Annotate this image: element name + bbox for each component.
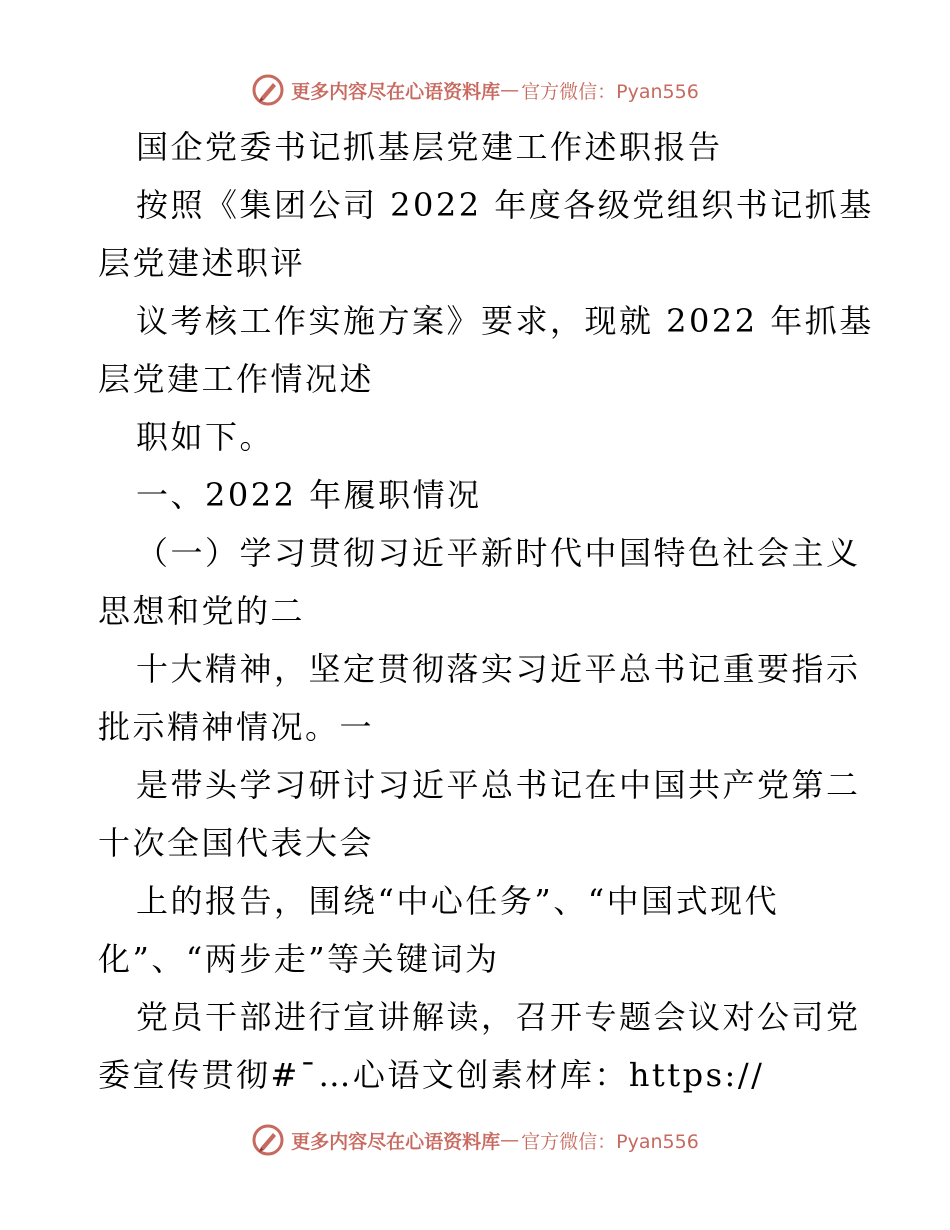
paragraph-line: 党员干部进行宣讲解读，召开专题会议对公司党 [136, 998, 861, 1036]
paragraph-line: 层党建工作情况述 [98, 360, 375, 398]
pen-logo-icon [251, 73, 285, 107]
paragraph-line: 委宣传贯彻#¯…心语文创素材库：https:// [98, 1056, 765, 1094]
paragraph-line: 是带头学习研讨习近平总书记在中国共产党第二 [136, 766, 861, 804]
paragraph-line: 思想和党的二 [98, 592, 306, 630]
watermark-wechat-text: 官方微信：Pyan556 [521, 1130, 699, 1153]
watermark-wechat-text: 官方微信：Pyan556 [521, 80, 699, 103]
footer-watermark [0, 1118, 950, 1162]
document-title: 国企党委书记抓基层党建工作述职报告 [136, 128, 723, 166]
watermark-main-text: 更多内容尽在心语资料库 [291, 1130, 501, 1153]
paragraph-line: 十次全国代表大会 [98, 824, 375, 862]
paragraph-line: 职如下。 [136, 418, 275, 456]
paragraph-line: 议考核工作实施方案》要求，现就 2022 年抓基 [136, 302, 874, 340]
header-watermark [0, 68, 950, 112]
watermark-main-text: 更多内容尽在心语资料库 [291, 80, 501, 103]
paragraph-line: 层党建述职评 [98, 244, 306, 282]
document-body [98, 118, 874, 1104]
pen-logo-icon [251, 1123, 285, 1157]
paragraph-line: 化”、“两步走”等关键词为 [98, 940, 500, 978]
paragraph-line: 按照《集团公司 2022 年度各级党组织书记抓基 [136, 186, 874, 224]
subsection-heading: （一）学习贯彻习近平新时代中国特色社会主义 [136, 534, 861, 572]
section-heading: 一、2022 年履职情况 [136, 476, 482, 514]
watermark-dash: — [500, 79, 520, 101]
paragraph-line: 批示精神情况。一 [98, 708, 375, 746]
paragraph-line: 上的报告，围绕“中心任务”、“中国式现代 [136, 882, 780, 920]
watermark-dash: — [500, 1129, 520, 1151]
paragraph-line: 十大精神，坚定贯彻落实习近平总书记重要指示 [136, 650, 861, 688]
